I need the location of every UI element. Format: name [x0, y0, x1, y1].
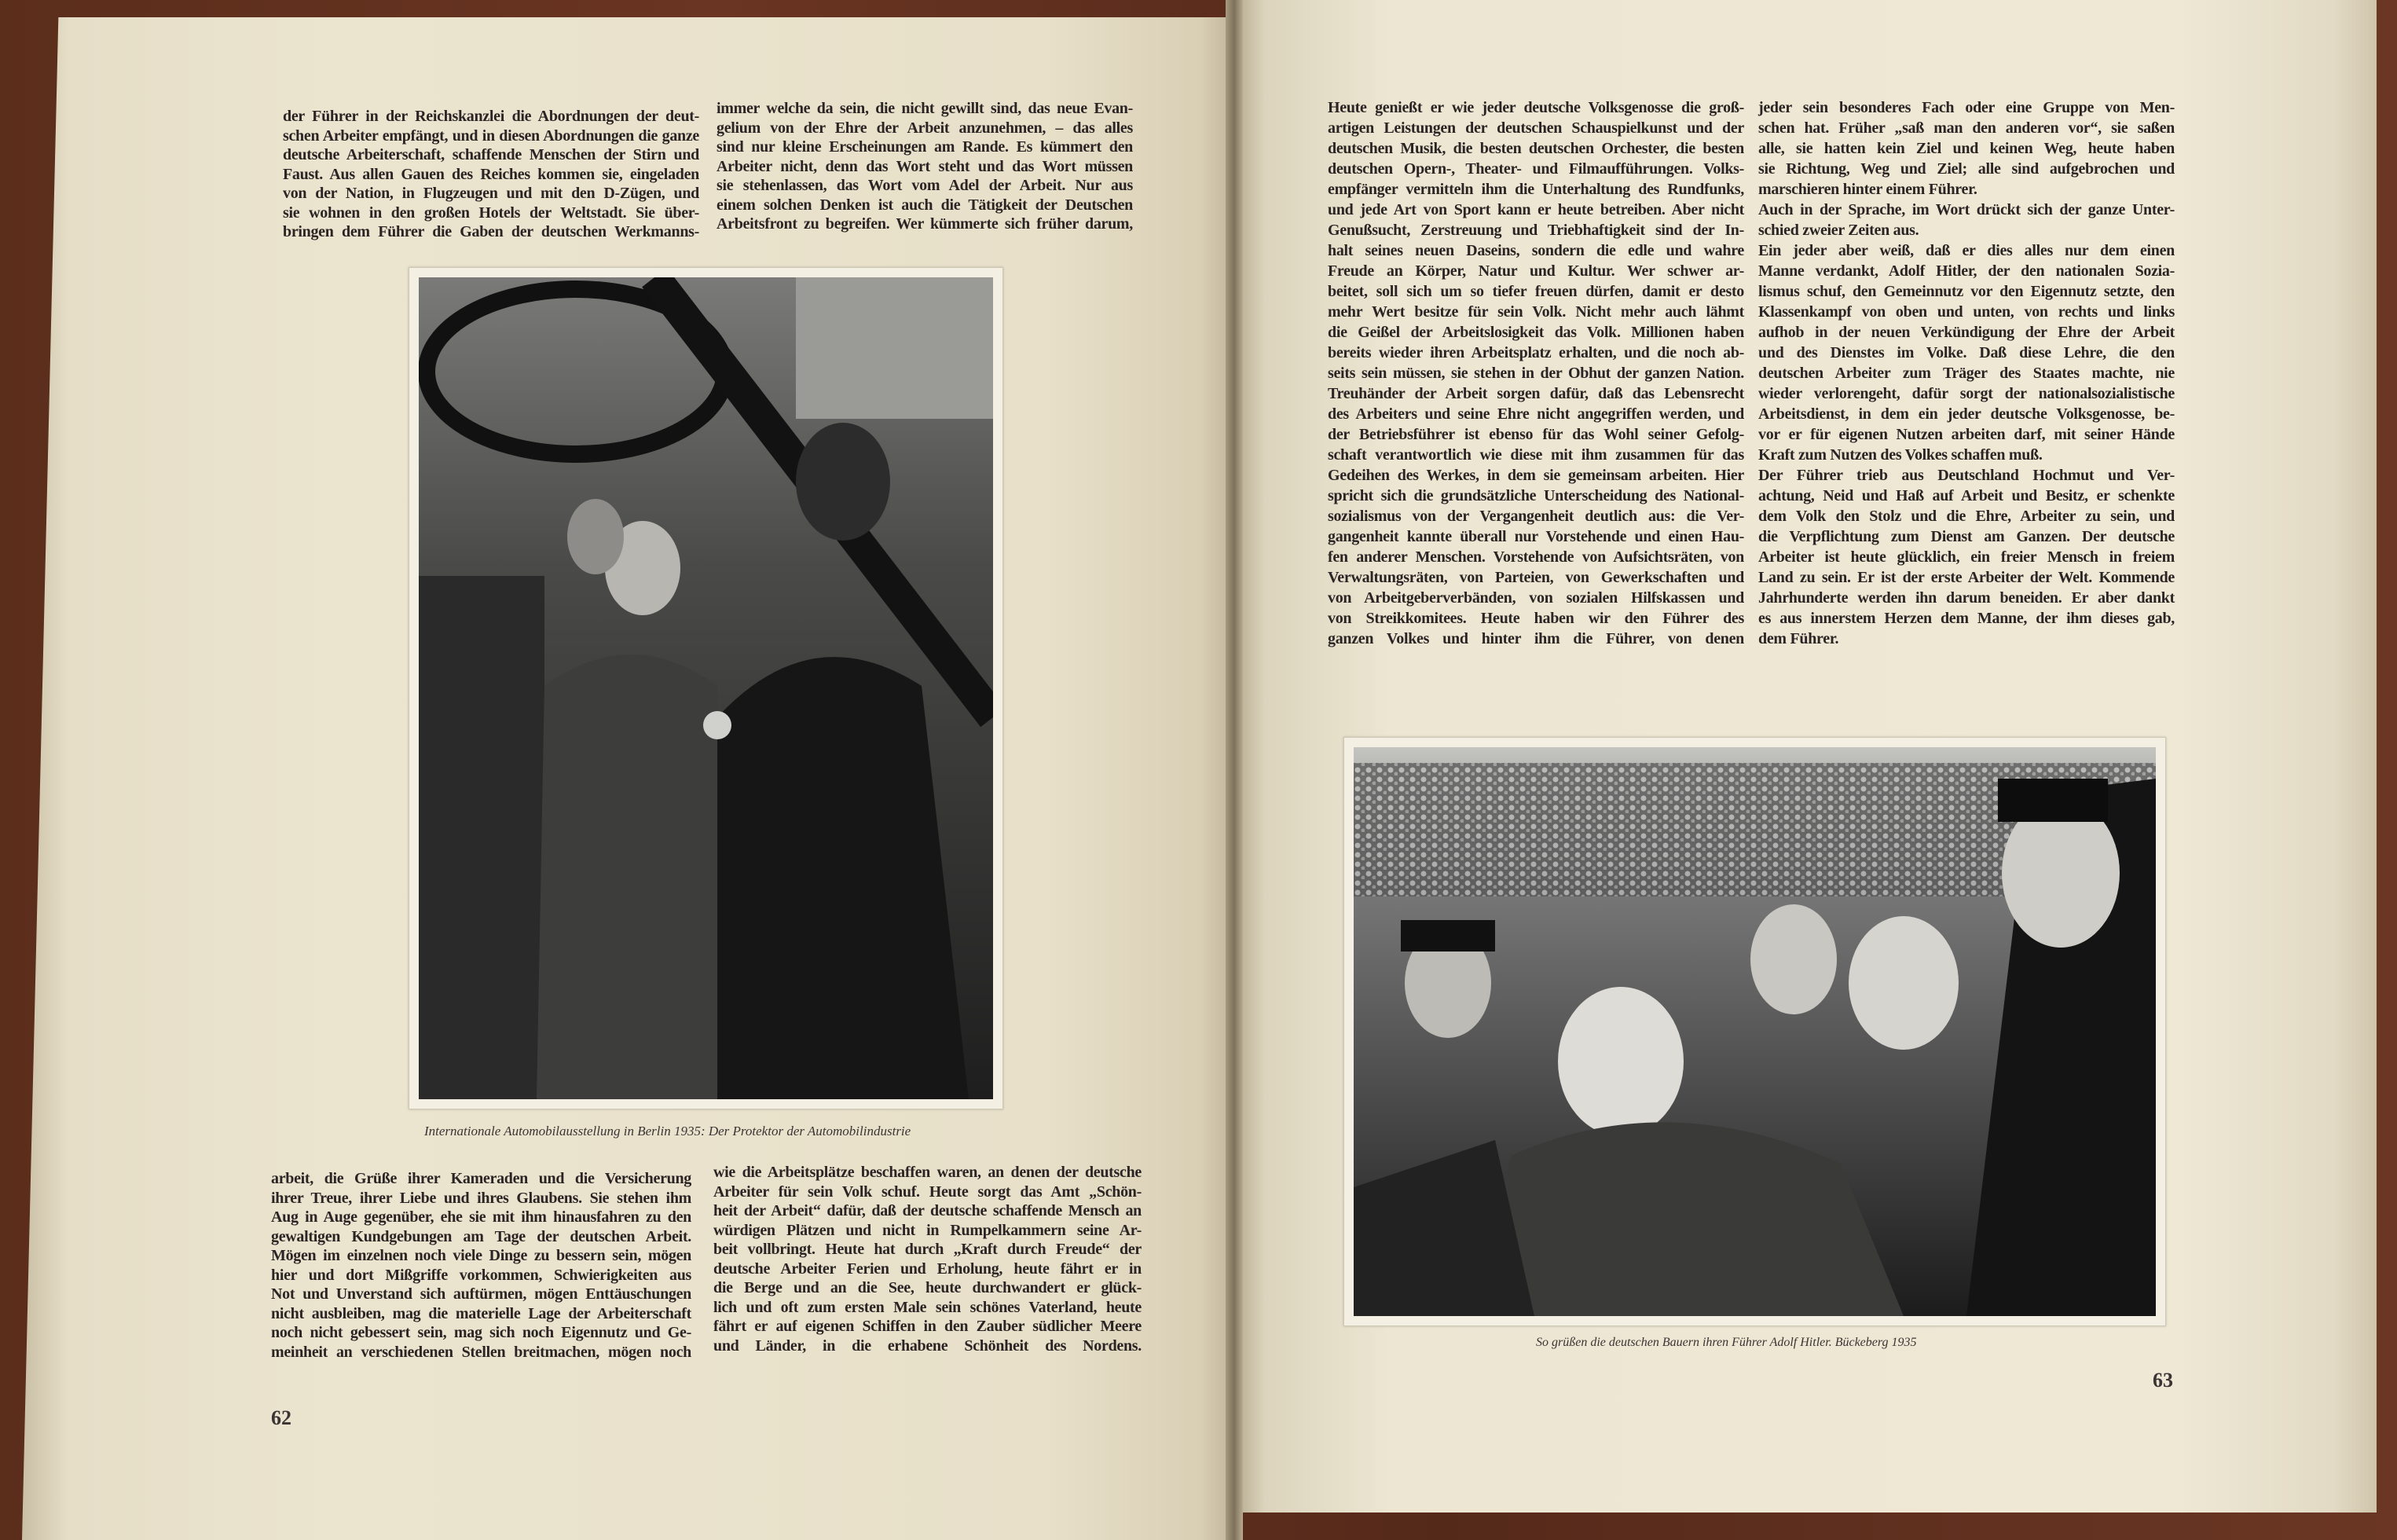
text-line: Treuhänder der Arbeit sorgen dafür, daß das Lebensrecht [1328, 385, 1744, 402]
text-line: alle, sie hatten kein Ziel und keinen Weg, heute haben [1758, 140, 2175, 157]
text-line: deutschen Opern-, Theater- und Filmaufführungen. Volks- [1328, 160, 1744, 178]
left-bottom-column-1 [271, 1169, 691, 1362]
text-line: es aus innerstem Herzen dem Manne, der ihm dieses gab, [1758, 610, 2175, 627]
text-line: sozialismus von der Vergangenheit deutlich aus: die Ver- [1328, 508, 1744, 525]
text-line: die Berge und an die See, heute durchwandert er glück- [713, 1279, 1142, 1296]
text-line: beit vollbringt. Heute hat durch „Kraft durch Freude“ der [713, 1241, 1142, 1258]
text-line: und jede Art von Sport kann er heute betreiben. Aber nicht [1328, 201, 1744, 218]
text-line: achtung, Neid und Haß auf Arbeit und Besitz, er schenkte [1758, 487, 2175, 504]
text-line: Arbeiter nicht, denn das Wort steht und das Wort müssen [717, 157, 1133, 175]
text-line: dem Volk den Stolz und die Ehre, Arbeiter zu sein, und [1758, 508, 2175, 525]
page-number-right: 63 [2153, 1369, 2173, 1392]
text-line: Not und Unverstand sich auftürmen, mögen Enttäuschungen [271, 1285, 691, 1303]
text-line: bringen dem Führer die Gaben der deutschen Werkmanns- [283, 223, 699, 240]
text-line: spricht sich die grundsätzliche Unterscheidung des National- [1328, 487, 1744, 504]
text-line: aufhob in der neuen Verkündigung der Ehre der Arbeit [1758, 324, 2175, 341]
text-line: von Streikkomitees. Heute haben wir den Führer des [1328, 610, 1744, 627]
text-line: marschieren hinter einem Führer. [1758, 181, 1977, 198]
text-line: sie stehenlassen, das Wort vom Adel der Arbeit. Nur aus [717, 177, 1133, 194]
text-line: deutsche Arbeiterschaft, schaffende Menschen der Stirn und [283, 146, 699, 163]
text-line: fährt er auf eigenen Schiffen in den Zauber südlicher Meere [713, 1318, 1142, 1335]
text-line: Verwaltungsräten, von Parteien, von Gewerkschaften und [1328, 569, 1744, 586]
page-number-left: 62 [271, 1406, 291, 1429]
text-line: ihrer Treue, ihrer Liebe und ihres Glaubens. Sie stehen ihm [271, 1189, 691, 1207]
text-line: Arbeitsfront zu begreifen. Wer kümmerte sich früher darum, [717, 215, 1133, 233]
text-line: schen hat. Früher „saß man den anderen vor“, sie saßen [1758, 119, 2175, 137]
text-line: lich und oft zum ersten Male sein schönes Vaterland, heute [713, 1298, 1142, 1316]
text-line: empfänger vermitteln ihm die Unterhaltung des Rundfunks, [1328, 181, 1744, 198]
text-line: Genußsucht, Zerstreuung und Triebhaftigkeit sind der In- [1328, 222, 1744, 239]
text-line: des Arbeiters und seine Ehre nicht angegriffen werden, und [1328, 405, 1744, 423]
photo-image [419, 277, 993, 1099]
text-line: Faust. Aus allen Gauen des Reiches kommen sie, eingeladen [283, 165, 699, 183]
text-line: Jahrhunderte werden ihn darum beneiden. Er aber dankt [1758, 589, 2175, 607]
text-line: Arbeiter ist heute glücklich, ein freier Mensch in freiem [1758, 548, 2175, 566]
text-line: artigen Leistungen der deutschen Schauspielkunst und der [1328, 119, 1744, 137]
photo-automobile-exhibition [409, 267, 1003, 1109]
text-line: heit der Arbeit“ dafür, daß der deutsche schaffende Mensch an [713, 1202, 1142, 1219]
text-line: meinheit an verschiedenen Stellen breitmachen, mögen noch [271, 1343, 691, 1361]
book-spine [1226, 0, 1243, 1540]
text-line: einem solchen Denken ist auch die Tätigkeit der Deutschen [717, 196, 1133, 214]
text-line: vor er für eigenen Nutzen arbeiten darf, mit seiner Hände [1758, 426, 2175, 443]
text-line: schied zweier Zeiten aus. [1758, 222, 1919, 239]
text-line: der Führer in der Reichskanzlei die Abordnungen der deut- [283, 108, 699, 125]
text-line: beitet, soll sich um so tiefer freuen dürfen, damit er desto [1328, 283, 1744, 300]
text-line: sie Richtung, Weg und Ziel; alle sind aufgebrochen und [1758, 160, 2175, 178]
text-line: lismus schuf, den Gemeinnutz vor den Eigennutz setzte, den [1758, 283, 2175, 300]
text-line: der Betriebsführer ist ebenso für das Wohl seiner Gefolg- [1328, 426, 1744, 443]
text-line: sie wohnen in den großen Hotels der Weltstadt. Sie über- [283, 204, 699, 222]
text-line: deutsche Arbeiter Ferien und Erholung, heute fährt er in [713, 1260, 1142, 1278]
text-line: von Arbeitgeberverbänden, von sozialen Hilfskassen und [1328, 589, 1744, 607]
text-line: sind nur kleine Erscheinungen am Rande. Es kümmert den [717, 138, 1133, 156]
text-line: Auch in der Sprache, im Wort drückt sich der ganze Unter- [1758, 201, 2175, 218]
text-line: schen Arbeiter empfängt, und in diesen Abordnungen die ganze [283, 126, 699, 145]
text-line: würdigen Plätzen und nicht in Rumpelkammern seine Ar- [713, 1221, 1142, 1239]
text-line: Kraft zum Nutzen des Volkes schaffen muß. [1758, 446, 2043, 464]
text-line: wie die Arbeitsplätze beschaffen waren, an denen der deutsche [713, 1164, 1142, 1181]
photo-crowd-bueckeberg [1343, 737, 2166, 1326]
text-line: seits sein müssen, sie stehen in der Obhut der ganzen Nation. [1328, 365, 1744, 382]
text-line: Aug in Auge gegenüber, ehe sie mit ihm hinausfahren zu den [271, 1208, 691, 1226]
text-line: Arbeiter für sein Volk schuf. Heute sorgt das Amt „Schön- [713, 1182, 1142, 1201]
text-line: Freude an Körper, Natur und Kultur. Wer schwer ar- [1328, 262, 1744, 280]
text-line: und Länder, in die erhabene Schönheit des Nordens. [713, 1336, 1142, 1355]
right-photo-caption: So grüßen die deutschen Bauern ihren Führer Adolf Hitler. Bückeberg 1935 [1536, 1336, 1917, 1349]
text-line: immer welche da sein, die nicht gewillt sind, das neue Evan- [717, 100, 1133, 117]
text-line: ganzen Volkes und hinter ihm die Führer, von denen [1328, 630, 1744, 647]
text-line: jeder sein besonderes Fach oder eine Gruppe von Men- [1758, 99, 2175, 116]
right-column-2 [1758, 97, 2175, 649]
text-line: Manne verdankt, Adolf Hitler, der den nationalen Sozia- [1758, 262, 2175, 280]
text-line: deutschen Arbeiter zum Träger des Staates machte, nie [1758, 365, 2175, 382]
text-line: Land zu sein. Er ist der erste Arbeiter der Welt. Kommende [1758, 569, 2175, 586]
text-line: Gedeihen des Werkes, in dem sie gemeinsam arbeiten. Hier [1328, 467, 1744, 484]
text-line: deutschen Musik, die besten deutschen Orchester, die besten [1328, 140, 1744, 157]
text-line: schaft verantwortlich wie diese mit ihm zusammen für das [1328, 446, 1744, 464]
text-line: wieder verlorengeht, dafür sorgt der nationalsozialistische [1758, 385, 2175, 402]
text-line: bereits wieder ihren Arbeitsplatz erhalten, und die noch ab- [1328, 344, 1744, 361]
text-line: Der Führer trieb aus Deutschland Hochmut und Ver- [1758, 467, 2175, 484]
text-line: von der Nation, in Flugzeugen und mit den D-Zügen, und [283, 185, 699, 202]
right-column-1 [1328, 97, 1744, 649]
text-line: nicht ausbleiben, mag die materielle Lage der Arbeiterschaft [271, 1304, 691, 1322]
text-line: gangenheit kannte überall nur Vorstehende und einen Hau- [1328, 528, 1744, 545]
text-line: hier und dort Mißgriffe vorkommen, Schwierigkeiten aus [271, 1266, 691, 1284]
photo-image [1354, 747, 2156, 1316]
text-line: fen anderer Menschen. Vorstehende von Aufsichtsräten, von [1328, 548, 1744, 566]
text-line: dem Führer. [1758, 630, 1839, 647]
text-line: gewaltigen Kundgebungen am Tage der deutschen Arbeit. [271, 1227, 691, 1245]
left-photo-caption: Internationale Automobilausstellung in Berlin 1935: Der Protektor der Automobilindustrie [424, 1124, 911, 1138]
text-line: Arbeitsdienst, in dem ein jeder deutsche Volksgenosse, be- [1758, 405, 2175, 423]
text-line: gelium von der Ehre der Arbeit anzunehmen, – das alles [717, 119, 1133, 137]
text-line: die Geißel der Arbeitslosigkeit das Volk. Millionen haben [1328, 324, 1744, 341]
text-line: mehr Wert besitze für sein Volk. Nicht mehr auch lähmt [1328, 303, 1744, 321]
text-line: die Verpflichtung zum Dienst am Ganzen. Der deutsche [1758, 528, 2175, 545]
text-line: noch nicht gebessert sein, mag sich noch Eigennutz und Ge- [271, 1324, 691, 1341]
text-line: halt seines neuen Daseins, sondern die edle und wahre [1328, 242, 1744, 259]
left-bottom-column-2 [713, 1163, 1142, 1355]
text-line: Klassenkampf von oben und unten, von rechts und links [1758, 303, 2175, 321]
text-line: Heute genießt er wie jeder deutsche Volksgenosse die groß- [1328, 99, 1744, 116]
text-line: und des Dienstes im Volke. Daß diese Lehre, die den [1758, 344, 2175, 361]
text-line: Ein jeder aber weiß, daß er dies alles nur dem einen [1758, 242, 2175, 259]
left-top-column-2 [717, 99, 1133, 234]
left-top-column-1 [283, 107, 699, 242]
text-line: arbeit, die Grüße ihrer Kameraden und die Versicherung [271, 1170, 691, 1187]
text-line: Mögen im einzelnen noch viele Dinge zu bessern sein, mögen [271, 1247, 691, 1264]
